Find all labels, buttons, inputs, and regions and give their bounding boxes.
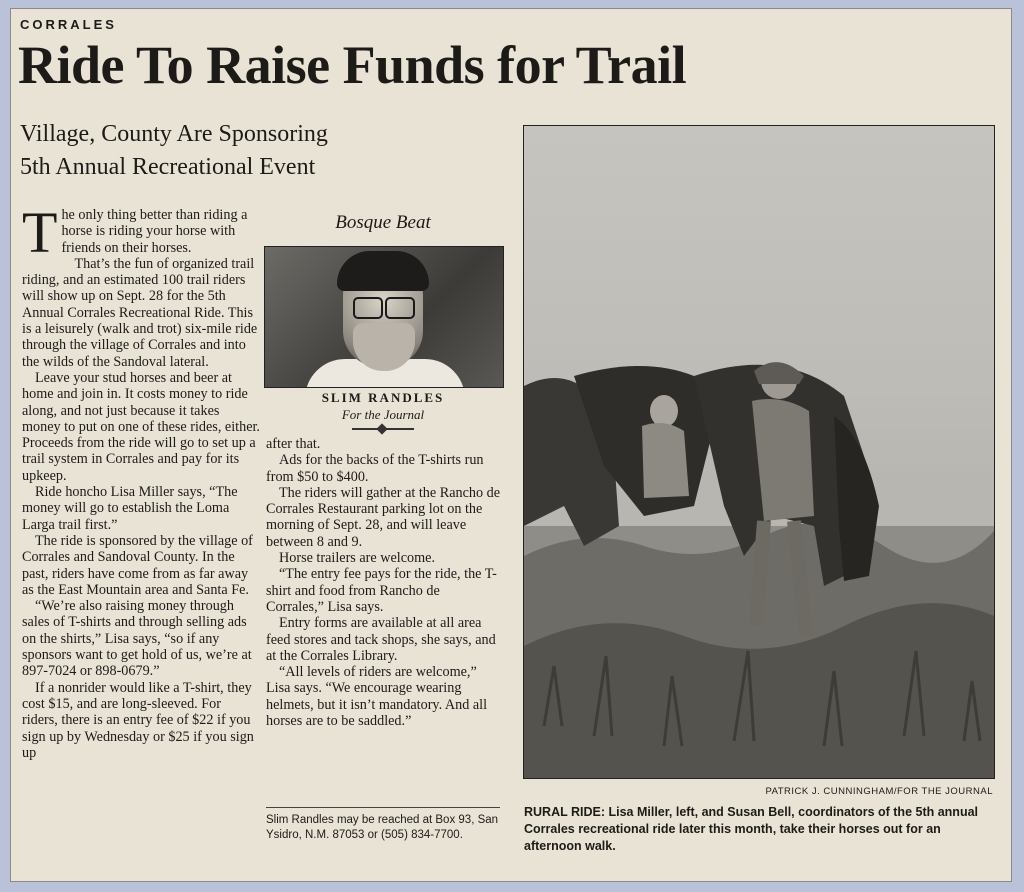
photo-credit: PATRICK J. CUNNINGHAM/FOR THE JOURNAL: [765, 786, 993, 797]
paragraph: The riders will gather at the Rancho de Corrales Restaurant parking lot on the morning of Sept. 28, and will leave between 8 and 9.: [266, 484, 501, 550]
paragraph: after that.: [266, 436, 321, 452]
paragraph: “All levels of riders are welcome,” Lisa says. “We encourage wearing helmets, but it isn’t mandatory. And all horses are to be saddled.”: [266, 664, 488, 730]
columnist-photo: [264, 246, 504, 388]
signoff: Slim Randles may be reached at Box 93, San Ysidro, N.M. 87053 or (505) 834-7700.: [266, 814, 499, 841]
paragraph: Ride honcho Lisa Miller says, “The money will go to establish the Loma Larga trail first.”: [22, 484, 238, 533]
column-name: Bosque Beat: [335, 212, 431, 233]
paragraph: Ads for the backs of the T-shirts run from $50 to $400.: [266, 452, 484, 485]
paragraph: “The entry fee pays for the ride, the T-shirt and food from Rancho de Corrales,” Lisa says.: [266, 566, 497, 615]
paragraph: Entry forms are available at all area feed stores and tack shops, she says, and at the Corrales Library.: [266, 615, 496, 664]
headline: Ride To Raise Funds for Trail: [18, 35, 687, 95]
paragraph: The ride is sponsored by the village of Corrales and Sandoval County. In the past, riders have come from as far away as the East Mountain area and Santa Fe.: [22, 532, 253, 598]
paragraph: “We’re also raising money through sales of T-shirts and through selling ads on the shirts,” Lisa says, “so if any sponsors want to get hold of us, we’re at 897-7024 or 898-0679.”: [22, 598, 252, 680]
drop-cap: T: [22, 200, 58, 265]
author-name: SLIM RANDLES: [321, 390, 445, 405]
subheadline: [20, 118, 480, 184]
ornament-divider: [352, 428, 414, 430]
body-column-2: [266, 436, 500, 729]
author-affiliation: For the Journal: [341, 407, 425, 422]
section-kicker: CORRALES: [20, 17, 117, 32]
feature-photo: [523, 125, 995, 779]
paragraph: That’s the fun of organized trail riding, and an estimated 100 trail riders will show up on Sept. 28 for the 5th Annual Corrales Recreational Ride. This is a leisurely (walk and trot) six-mile ride through the village of Corrales and into the wilds of the Sandoval lateral.: [22, 255, 258, 370]
paragraph: Horse trailers are welcome.: [279, 550, 435, 567]
photo-illustration: [524, 126, 994, 778]
signoff-rule: [266, 807, 500, 808]
body-column-1: [22, 200, 260, 761]
subheadline-line-1: Village, County Are Sponsoring: [20, 121, 328, 147]
photo-caption: RURAL RIDE: Lisa Miller, left, and Susan Bell, coordinators of the 5th annual Corrales recreational ride later this month, take their horses out for an afternoon walk.: [524, 805, 978, 853]
paragraph: The only thing better than riding a horse is riding your horse with friends on their horses.: [22, 200, 248, 265]
paragraph: Leave your stud horses and beer at home and join in. It costs money to ride along, and not just because it takes money to put on one of these rides, either. Proceeds from the ride will go to set up a trail system in Corrales and pay for its upkeep.: [22, 369, 260, 484]
paragraph: If a nonrider would like a T-shirt, they cost $15, and are long-sleeved. For riders, there is an entry fee of $22 if you sign up by Wednesday or $25 if you sign up: [22, 679, 254, 761]
subheadline-line-2: 5th Annual Recreational Event: [20, 154, 316, 180]
